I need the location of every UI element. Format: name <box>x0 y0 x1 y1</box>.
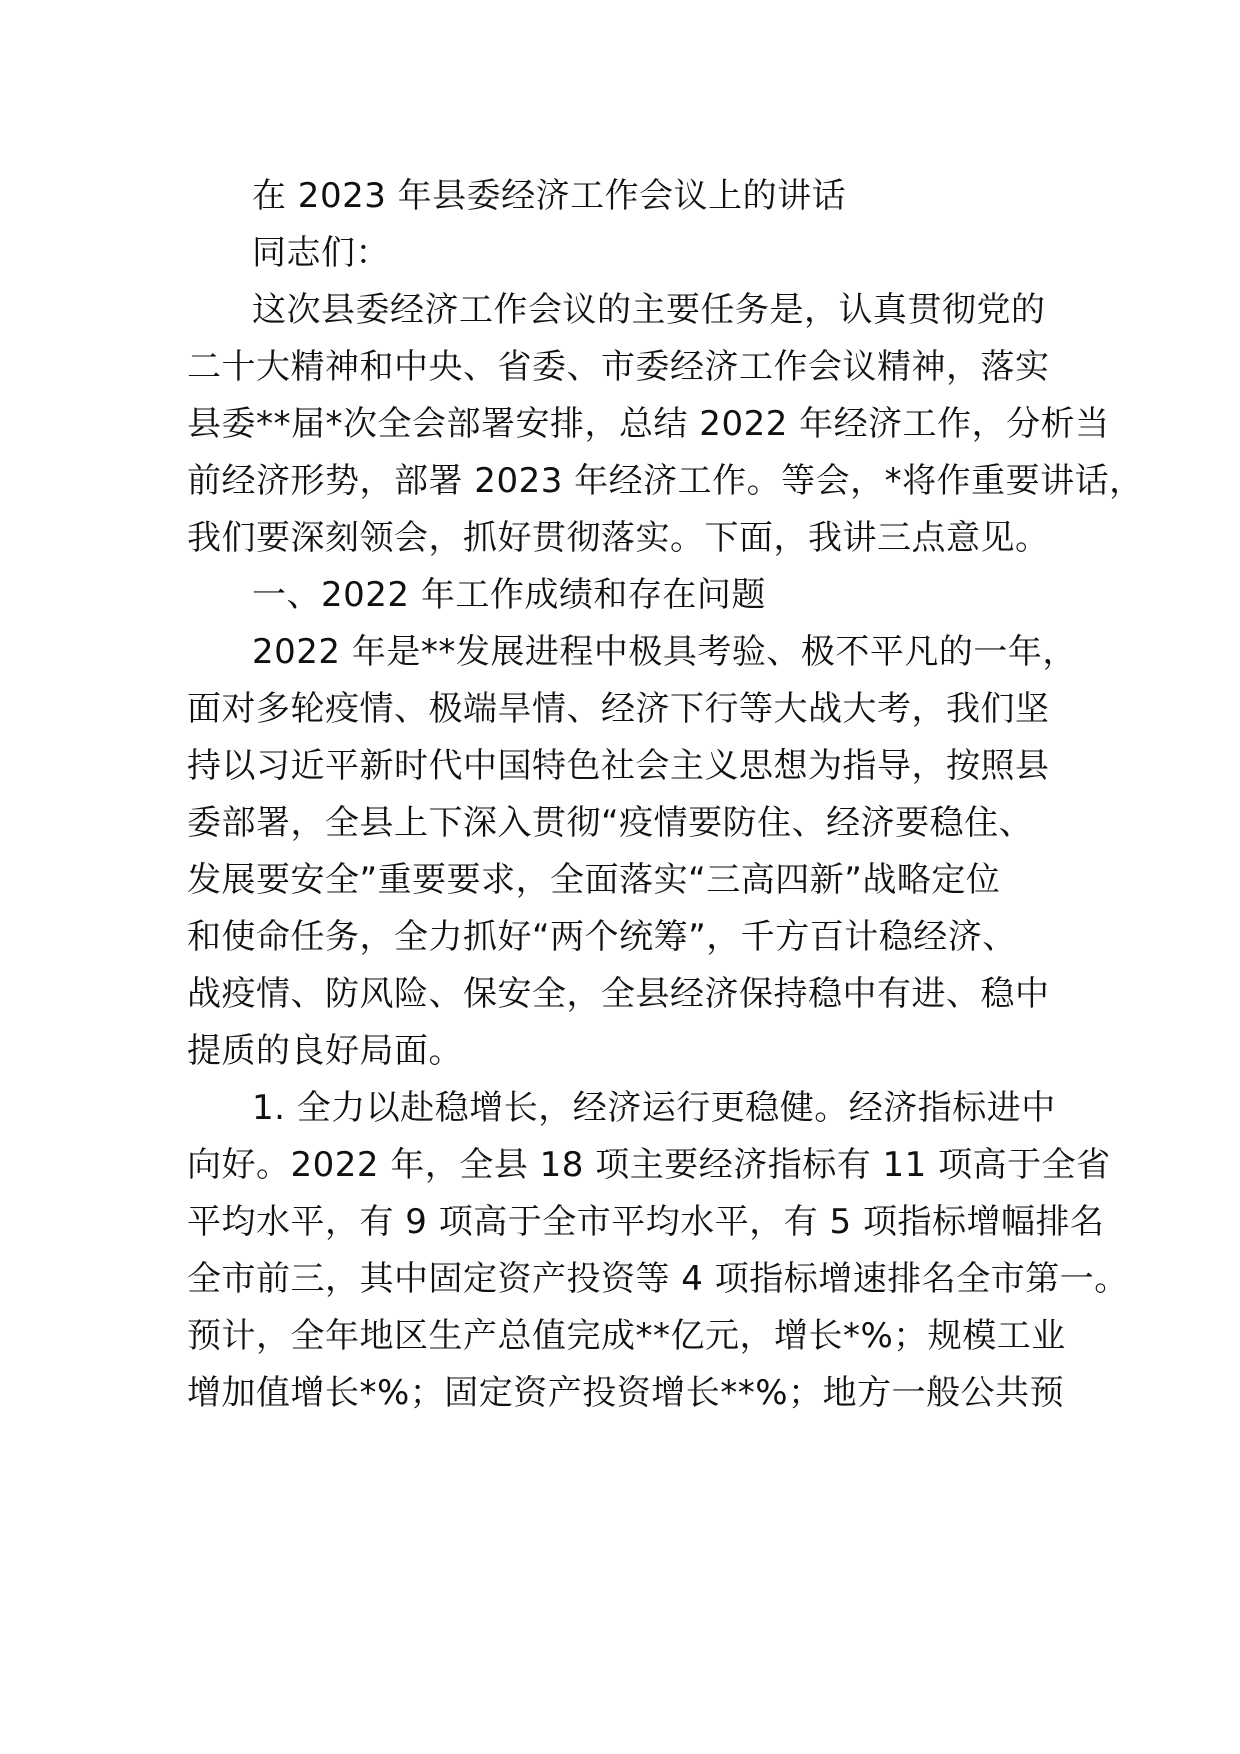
paragraph-line: 二十大精神和中央、省委、市委经济工作会议精神，落实 <box>187 347 1050 387</box>
salutation: 同志们： <box>252 233 390 273</box>
paragraph-line: 2022 年是**发展进程中极具考验、极不平凡的一年， <box>252 632 1077 672</box>
paragraph-line: 向好。2022 年，全县 18 项主要经济指标有 11 项高于全省 <box>187 1145 1111 1185</box>
section-heading: 一、2022 年工作成绩和存在问题 <box>252 575 766 615</box>
paragraph-line: 增加值增长*%；固定资产投资增长**%；地方一般公共预 <box>187 1373 1065 1413</box>
paragraph-line: 平均水平，有 9 项高于全市平均水平，有 5 项指标增幅排名 <box>187 1202 1105 1242</box>
paragraph-line: 预计，全年地区生产总值完成**亿元，增长*%；规模工业 <box>187 1316 1066 1356</box>
paragraph-line: 县委**届*次全会部署安排，总结 2022 年经济工作，分析当 <box>187 404 1110 444</box>
paragraph-line: 面对多轮疫情、极端旱情、经济下行等大战大考，我们坚 <box>187 689 1050 729</box>
paragraph-line: 这次县委经济工作会议的主要任务是，认真贯彻党的 <box>252 290 1046 330</box>
paragraph-line: 发展要安全”重要要求，全面落实“三高四新”战略定位 <box>187 860 1001 900</box>
paragraph-line: 1. 全力以赴稳增长，经济运行更稳健。经济指标进中 <box>252 1088 1056 1128</box>
paragraph-line: 战疫情、防风险、保安全，全县经济保持稳中有进、稳中 <box>187 974 1050 1014</box>
paragraph-line: 持以习近平新时代中国特色社会主义思想为指导，按照县 <box>187 746 1050 786</box>
speech-title: 在 2023 年县委经济工作会议上的讲话 <box>252 176 847 216</box>
paragraph-line: 和使命任务，全力抓好“两个统筹”，千方百计稳经济、 <box>187 917 1017 957</box>
paragraph-line: 我们要深刻领会，抓好贯彻落实。下面，我讲三点意见。 <box>187 518 1050 558</box>
paragraph-line: 提质的良好局面。 <box>187 1031 463 1071</box>
paragraph-line: 全市前三，其中固定资产投资等 4 项指标增速排名全市第一。 <box>187 1259 1129 1299</box>
paragraph-line: 前经济形势，部署 2023 年经济工作。等会，*将作重要讲话， <box>187 461 1144 501</box>
paragraph-line: 委部署，全县上下深入贯彻“疫情要防住、经济要稳住、 <box>187 803 1034 843</box>
